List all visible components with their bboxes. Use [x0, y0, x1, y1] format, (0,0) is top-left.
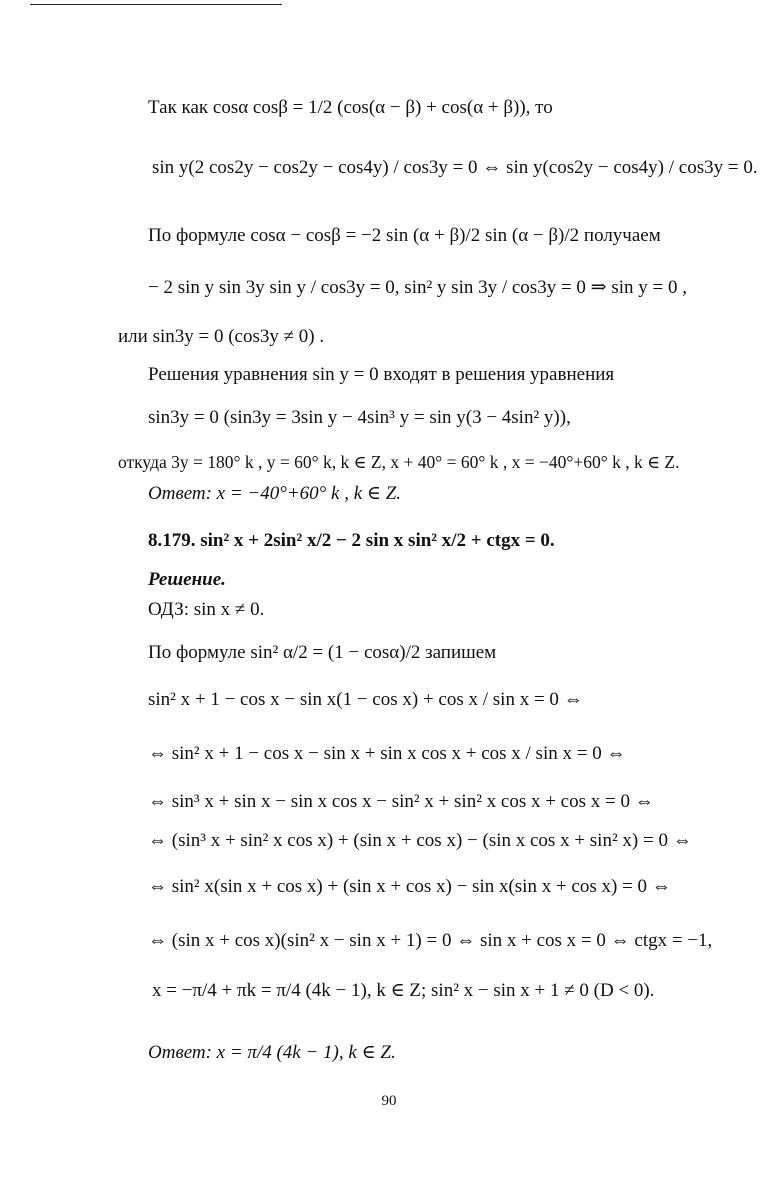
equation-line: x = −π/4 + πk = π/4 (4k − 1), k ∈ Z; sin² x − sin x + 1 ≠ 0 (D < 0).: [152, 980, 655, 1001]
page-number: 90: [381, 1093, 397, 1109]
text-line: По формуле sin² α/2 = (1 − cosα)/2 запишем: [148, 642, 497, 663]
top-rule: [30, 4, 282, 5]
domain-line: ОДЗ: sin x ≠ 0.: [148, 599, 265, 620]
answer-line: Ответ: x = π/4 (4k − 1), k ∈ Z.: [148, 1042, 396, 1063]
equation-line: sin² x + 1 − cos x − sin x(1 − cos x) + cos x / sin x = 0 ⇔: [148, 689, 583, 710]
text-line: По формуле cosα − cosβ = −2 sin (α + β)/2 sin (α − β)/2 получаем: [148, 225, 661, 246]
text-line: откуда 3y = 180° k , y = 60° k, k ∈ Z, x + 40° = 60° k , x = −40°+60° k , k ∈ Z.: [118, 452, 680, 472]
equation-line: − 2 sin y sin 3y sin y / cos3y = 0, sin² y sin 3y / cos3y = 0 ⇒ sin y = 0 ,: [148, 277, 687, 298]
equation-line: ⇔ sin³ x + sin x − sin x cos x − sin² x + sin² x cos x + cos x = 0 ⇔: [148, 791, 654, 812]
text-line: или sin3y = 0 (cos3y ≠ 0) .: [118, 326, 325, 347]
answer-line: Ответ: x = −40°+60° k , k ∈ Z.: [148, 483, 402, 504]
problem-statement: 8.179. sin² x + 2sin² x/2 − 2 sin x sin² x/2 + ctgx = 0.: [148, 530, 555, 551]
equation-line: ⇔ (sin³ x + sin² x cos x) + (sin x + cos x) − (sin x cos x + sin² x) = 0 ⇔: [148, 830, 692, 851]
text-line: Так как cosα cosβ = 1/2 (cos(α − β) + cos(α + β)), то: [148, 97, 553, 118]
equation-line: ⇔ sin² x + 1 − cos x − sin x + sin x cos x + cos x / sin x = 0 ⇔: [148, 743, 626, 764]
equation-line: ⇔ sin² x(sin x + cos x) + (sin x + cos x) − sin x(sin x + cos x) = 0 ⇔: [148, 876, 671, 897]
solution-heading: Решение.: [148, 569, 226, 590]
text-line: Решения уравнения sin y = 0 входят в решения уравнения: [148, 364, 615, 385]
equation-line: sin3y = 0 (sin3y = 3sin y − 4sin³ y = sin y(3 − 4sin² y)),: [148, 407, 571, 428]
equation-line: ⇔ (sin x + cos x)(sin² x − sin x + 1) = 0 ⇔ sin x + cos x = 0 ⇔ ctgx = −1,: [148, 930, 713, 951]
equation-line: sin y(2 cos2y − cos2y − cos4y) / cos3y = 0 ⇔ sin y(cos2y − cos4y) / cos3y = 0.: [152, 157, 758, 178]
